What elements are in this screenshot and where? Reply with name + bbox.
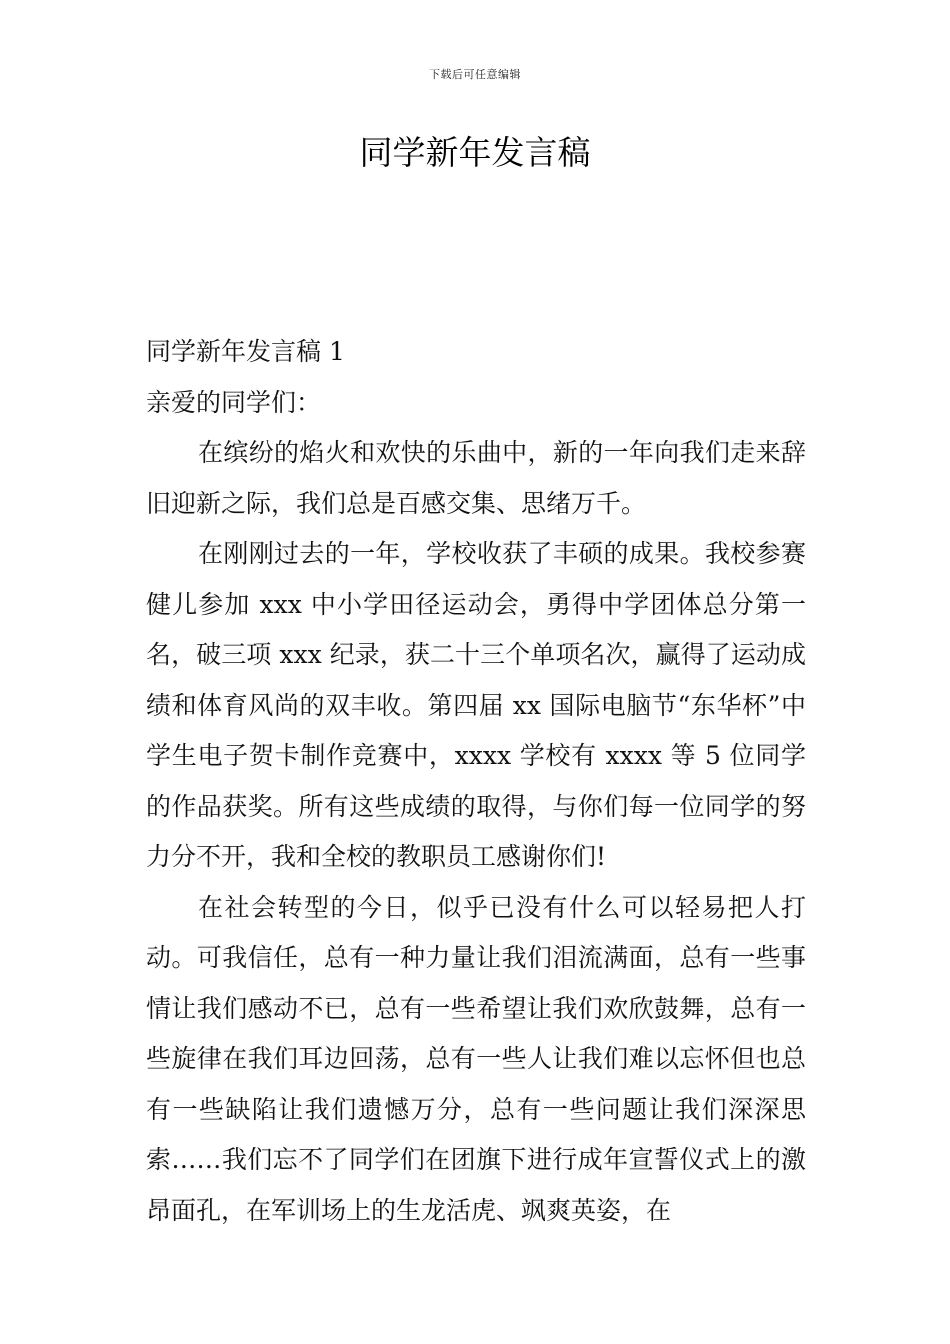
document-title: 同学新年发言稿: [359, 133, 591, 172]
paragraph-2: 在刚刚过去的一年，学校收获了丰硕的成果。我校参赛健儿参加 xxx 中小学田径运动会，勇得中学团体总分第一名，破三项 xxx 纪录，获二十三个单项名次，赢得了运动成绩和体育风尚的双丰收。第四届 xx 国际电脑节“东华杯”中学生电子贺卡制作竞赛中，xxxx 学校有 xxxx 等 5 位同学的作品获奖。所有这些成绩的取得，与你们每一位同学的努力分不开，我和全校的教职员工感谢你们!: [146, 539, 806, 871]
document-body: [146, 327, 806, 1236]
section-heading: 同学新年发言稿 1: [146, 337, 345, 366]
header-note: 下载后可任意编辑: [429, 68, 521, 81]
paragraph-1: 在缤纷的焰火和欢快的乐曲中，新的一年向我们走来辞旧迎新之际，我们总是百感交集、思绪万千。: [146, 438, 806, 518]
paragraph-3: 在社会转型的今日，似乎已没有什么可以轻易把人打动。可我信任，总有一种力量让我们泪流满面，总有一些事情让我们感动不已，总有一些希望让我们欢欣鼓舞，总有一些旋律在我们耳边回荡，总有一些人让我们难以忘怀但也总有一些缺陷让我们遗憾万分，总有一些问题让我们深深思索……我们忘不了同学们在团旗下进行成年宣誓仪式上的激昂面孔，在军训场上的生龙活虎、飒爽英姿，在: [146, 892, 806, 1225]
salutation: 亲爱的同学们：: [146, 387, 322, 417]
